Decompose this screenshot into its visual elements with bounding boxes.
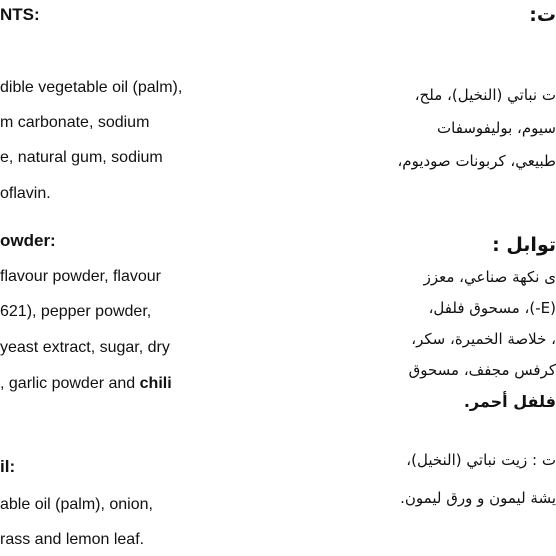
english-powder-bold-chili: chili xyxy=(139,375,172,392)
english-powder-line-4-text: , garlic powder and xyxy=(0,375,140,392)
arabic-oil-line-2: يشة ليمون و ورق ليمون. xyxy=(400,489,556,507)
english-powder-line-3: yeast extract, sugar, dry xyxy=(0,339,170,356)
english-ingredients-line-2: m carbonate, sodium xyxy=(0,114,150,131)
english-oil-heading: il: xyxy=(0,457,16,476)
english-powder-line-2: 621), pepper powder, xyxy=(0,303,152,320)
english-ingredients-line-3: e, natural gum, sodium xyxy=(0,149,163,166)
english-ingredients-line-1: dible vegetable oil (palm), xyxy=(0,79,183,96)
arabic-ingredients-line-2: سيوم، بوليفوسفات xyxy=(437,119,556,137)
english-powder-heading: owder: xyxy=(0,231,56,250)
arabic-powder-line-1: ى نكهة صناعي، معزز xyxy=(423,268,556,286)
english-heading: NTS: xyxy=(0,5,40,24)
arabic-oil-line-1: ت : زيت نباتي (النخيل)، xyxy=(406,451,556,469)
arabic-powder-line-4: كرفس مجفف، مسحوق xyxy=(408,361,556,379)
arabic-powder-line-3: ، خلاصة الخميرة، سكر، xyxy=(411,330,556,348)
arabic-ingredients-line-3: طبيعي، كربونات صوديوم، xyxy=(397,152,556,170)
arabic-powder-line-2: (E-)، مسحوق فلفل، xyxy=(428,299,556,317)
english-powder-line-4 xyxy=(0,376,172,392)
english-ingredients-line-4: oflavin. xyxy=(0,185,51,202)
english-oil-line-2: rass and lemon leaf. xyxy=(0,531,145,548)
arabic-powder-heading: توابل : xyxy=(492,234,556,256)
arabic-heading: ت: xyxy=(529,4,556,26)
arabic-ingredients-line-1: ت نباتي (النخيل)، ملح، xyxy=(414,86,556,104)
arabic-powder-bold-line: فلفل أحمر. xyxy=(463,392,556,411)
english-powder-line-1: flavour powder, flavour xyxy=(0,268,161,285)
english-oil-line-1: able oil (palm), onion, xyxy=(0,496,153,513)
